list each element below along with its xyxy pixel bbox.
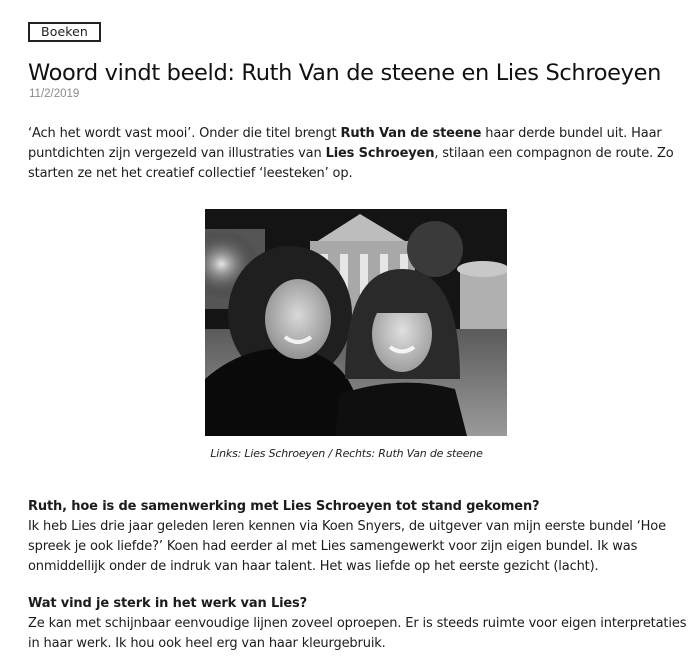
article-title: Woord vindt beeld: Ruth Van de steene en Lies Schroeyen [28, 60, 661, 86]
interview-answer: Ze kan met schijnbaar eenvoudige lijnen zoveel oproepen. Er is steeds ruimte voor eigen interpretaties in haar werk. Ik hou ook heel erg van haar kleurgebruik. [28, 616, 687, 651]
category-tag[interactable]: Boeken [28, 22, 101, 42]
article-date: 11/2/2019 [29, 88, 80, 100]
photo-caption: Links: Lies Schroeyen / Rechts: Ruth Van de steene [210, 447, 483, 460]
qa-block [28, 594, 688, 654]
interview-answer: Ik heb Lies drie jaar geleden leren kennen via Koen Snyers, de uitgever van mijn eerste bundel ‘Hoe spreek je ook liefde?’ Koen had eerder al met Lies samengewerkt voor zijn eigen bundel. Ik was onmiddellijk onder de indruk van haar talent. Het was liefde op het eerste gezicht (lacht). [28, 519, 666, 574]
name-lies: Lies Schroeyen [325, 146, 435, 161]
name-ruth: Ruth Van de steene [340, 126, 482, 141]
interview-question: Ruth, hoe is de samenwerking met Lies Schroeyen tot stand gekomen? [28, 499, 540, 514]
intro-text: , stilaan een compagnon de route. Zo starten ze net het creatief collectief ‘leesteken’ op. [28, 146, 674, 181]
photo-illustration [205, 209, 507, 436]
qa-block [28, 497, 688, 577]
intro-text: haar derde bundel uit. Haar puntdichten zijn vergezeld van illustraties van [28, 126, 662, 161]
intro-paragraph [28, 124, 688, 184]
article-photo [205, 209, 507, 436]
interview-question: Wat vind je sterk in het werk van Lies? [28, 596, 308, 611]
intro-text: ‘Ach het wordt vast mooi’. Onder die titel brengt [28, 126, 341, 141]
